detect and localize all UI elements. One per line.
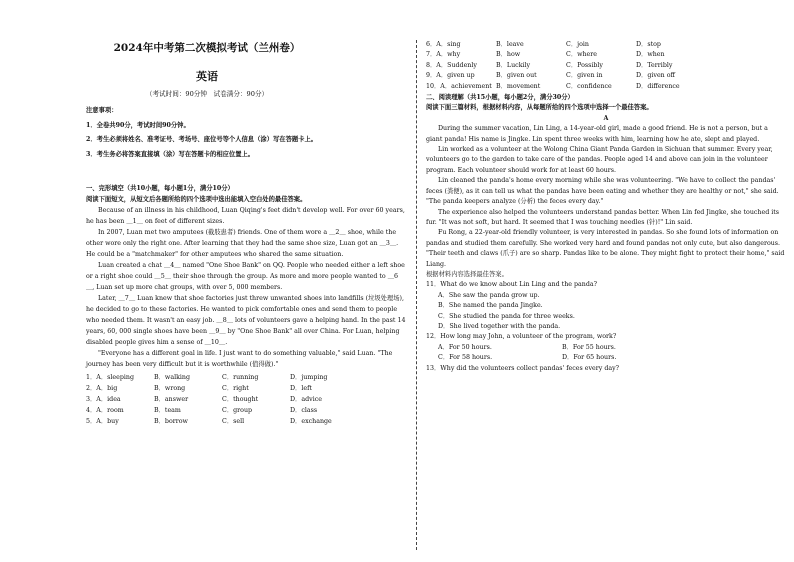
option-row: 9．A．given up B．given out C．given in D．given off	[426, 72, 675, 80]
cloze-instruction: 阅读下面短文，从短文后各题所给的四个选项中选出能填入空白处的最佳答案。	[86, 196, 307, 203]
cloze-paragraph: "Everyone has a different goal in life. I just want to do something valuable," said Luan. "The journey has been very difficult but it is worthwhile (值得做)."	[86, 350, 393, 368]
note-item: 2．考生必须将姓名、准考证号、考场号、座位号等个人信息（涂）写在答题卡上。	[86, 136, 318, 144]
cloze-paragraph: Later, ＿7＿ Luan knew that shoe factories just threw unwanted shoes into landfills (垃圾处理场), he decided to go to these factories. He wanted to pick comfortable ones and send them to people who needed them. It wasn't an easy job. ＿8＿ lots of volunteers gave a helping hand. In the past 14 years, 60, 000 single shoes have been ＿9＿ by "One Shoe Bank" all over China. For Luan, helping disabled people gives him a sense of ＿10＿.	[86, 295, 406, 346]
option-row: 8．A．Suddenly B．Luckily C．Possibly D．Terribly	[426, 61, 673, 69]
cloze-paragraph: In 2007, Luan met two amputees (截肢患者) friends. One of them wore a ＿2＿ shoe, while the other wore only the right one. After learning that they had the same shoe size, Luan got an ＿3＿. He could be a "matchmaker" for other amputees who shared the same situation.	[86, 229, 399, 258]
option-row: 5．A．buy B．borrow C．sell D．exchange	[86, 418, 332, 425]
option-row: 6．A．sing B．leave C．join D．stop	[426, 41, 661, 48]
answer-option: D．For 65 hours.	[562, 354, 617, 362]
answer-option: D．She lived together with the panda.	[438, 322, 561, 330]
question-stem: 13．Why did the volunteers collect pandas' feces every day?	[426, 364, 620, 372]
passage-label: A	[603, 114, 609, 122]
cloze-section	[86, 183, 406, 427]
reading-sub-instruction: 根据材料内容选择最佳答案。	[426, 270, 508, 278]
answer-option: B．For 55 hours.	[562, 343, 616, 351]
reading-paragraph: The experience also helped the volunteers understand pandas better. When Lin fed Jingke, she touched its fur. "It was not soft, but hard. It seemed that I was touching needles (针)!" Lin said.	[426, 208, 780, 226]
option-row: 2．A．big B．wrong C．right D．left	[86, 385, 312, 392]
cloze-paragraph: Luan created a chat ＿4＿ named "One Shoe Bank" on QQ. People who needed either a left shoe or a right shoe could ＿5＿ their shoe through the group. As more and more people wanted to ＿6＿, Luan set up more chat groups, with over 5, 000 members.	[86, 262, 405, 291]
answer-option: C．For 58 hours.	[438, 354, 493, 362]
right-column	[414, 0, 794, 562]
reading-paragraph: Lin worked as a volunteer at the Wolong China Giant Panda Garden in Sichuan that summer. Every year, volunteers go to the garden to take care of the pandas. People aged 14 and above can join in the volunteer program. Each volunteer should work for at least 60 hours.	[426, 146, 773, 174]
question-stem: 11．What do we know about Lin Ling and the panda?	[426, 281, 597, 289]
cloze-options-left	[86, 372, 406, 427]
reading-heading: 二、阅读理解（共15小题，每小题2分，满分30分）	[426, 94, 574, 102]
answer-option-row	[426, 353, 786, 363]
option-row: 10．A．achievement B．movement C．confidence D．difference	[426, 82, 680, 90]
answer-option: C．She studied the panda for three weeks.	[438, 312, 575, 320]
answer-option: B．She named the panda Jingke.	[438, 302, 543, 310]
cloze-heading: 一、完形填空（共10小题，每小题1分，满分10分）	[86, 185, 234, 192]
cloze-options-right	[426, 40, 786, 92]
exam-title: 2024年中考第二次模拟考试（兰州卷）	[113, 42, 301, 54]
option-row: 1．A．sleeping B．walking C．running D．jumping	[86, 374, 328, 381]
reading-paragraph: Lin cleaned the panda's home every morning while she was volunteering. "We have to collect the pandas' feces (粪便), as it can tell us what the pandas have been eating and whether they are healthy or not," she said. "The panda keepers analyze (分析) the feces every day."	[426, 177, 779, 206]
answer-option: A．For 50 hours.	[438, 343, 492, 351]
reading-paragraph: During the summer vacation, Lin Ling, a 14-year-old girl, made a good friend. He is not a person, but a giant panda! His name is Jingke. Lin spent three weeks with him, learning how he ate, slept and played.	[426, 125, 768, 143]
note-item: 3．考生务必将答案直接填（涂）写在答题卡的相应位置上。	[86, 150, 255, 158]
subject-title: 英语	[196, 70, 218, 83]
reading-instruction: 阅读下面三篇材料，根据材料内容，从每题所给的四个选项中选择一个最佳答案。	[426, 104, 653, 112]
note-item: 1．全卷共90分，考试时间90分钟。	[86, 121, 190, 129]
cloze-paragraph: Because of an illness in his childhood, Luan Qiqing's feet didn't develop well. For over 60 years, he has been ＿1＿ on feet of different sizes.	[86, 207, 405, 225]
answer-option-row	[426, 343, 786, 353]
question-stem: 12．How long may John, a volunteer of the program, work?	[426, 333, 617, 341]
option-row: 4．A．room B．team C．group D．class	[86, 407, 318, 414]
exam-info: （考试时间：90分钟 试卷满分：90分）	[145, 90, 269, 98]
reading-paragraph: Fu Rong, a 22-year-old friendly volunteer, is very interested in pandas. So she found lots of information on pandas and studied them carefully. She worked very hard and found pandas not only cute, but also dangerous. "Their teeth and claws (爪子) are so sharp. Pandas like to be alone. They might fight to protect their home," said Liang.	[426, 229, 785, 268]
notes-section	[86, 106, 406, 160]
answer-option: A．She saw the panda grow up.	[438, 291, 540, 299]
notes-heading: 注意事项：	[86, 107, 118, 114]
reading-section	[426, 40, 786, 374]
option-row: 3．A．idea B．answer C．thought D．advice	[86, 396, 322, 403]
option-row: 7．A．why B．how C．where D．when	[426, 51, 665, 59]
